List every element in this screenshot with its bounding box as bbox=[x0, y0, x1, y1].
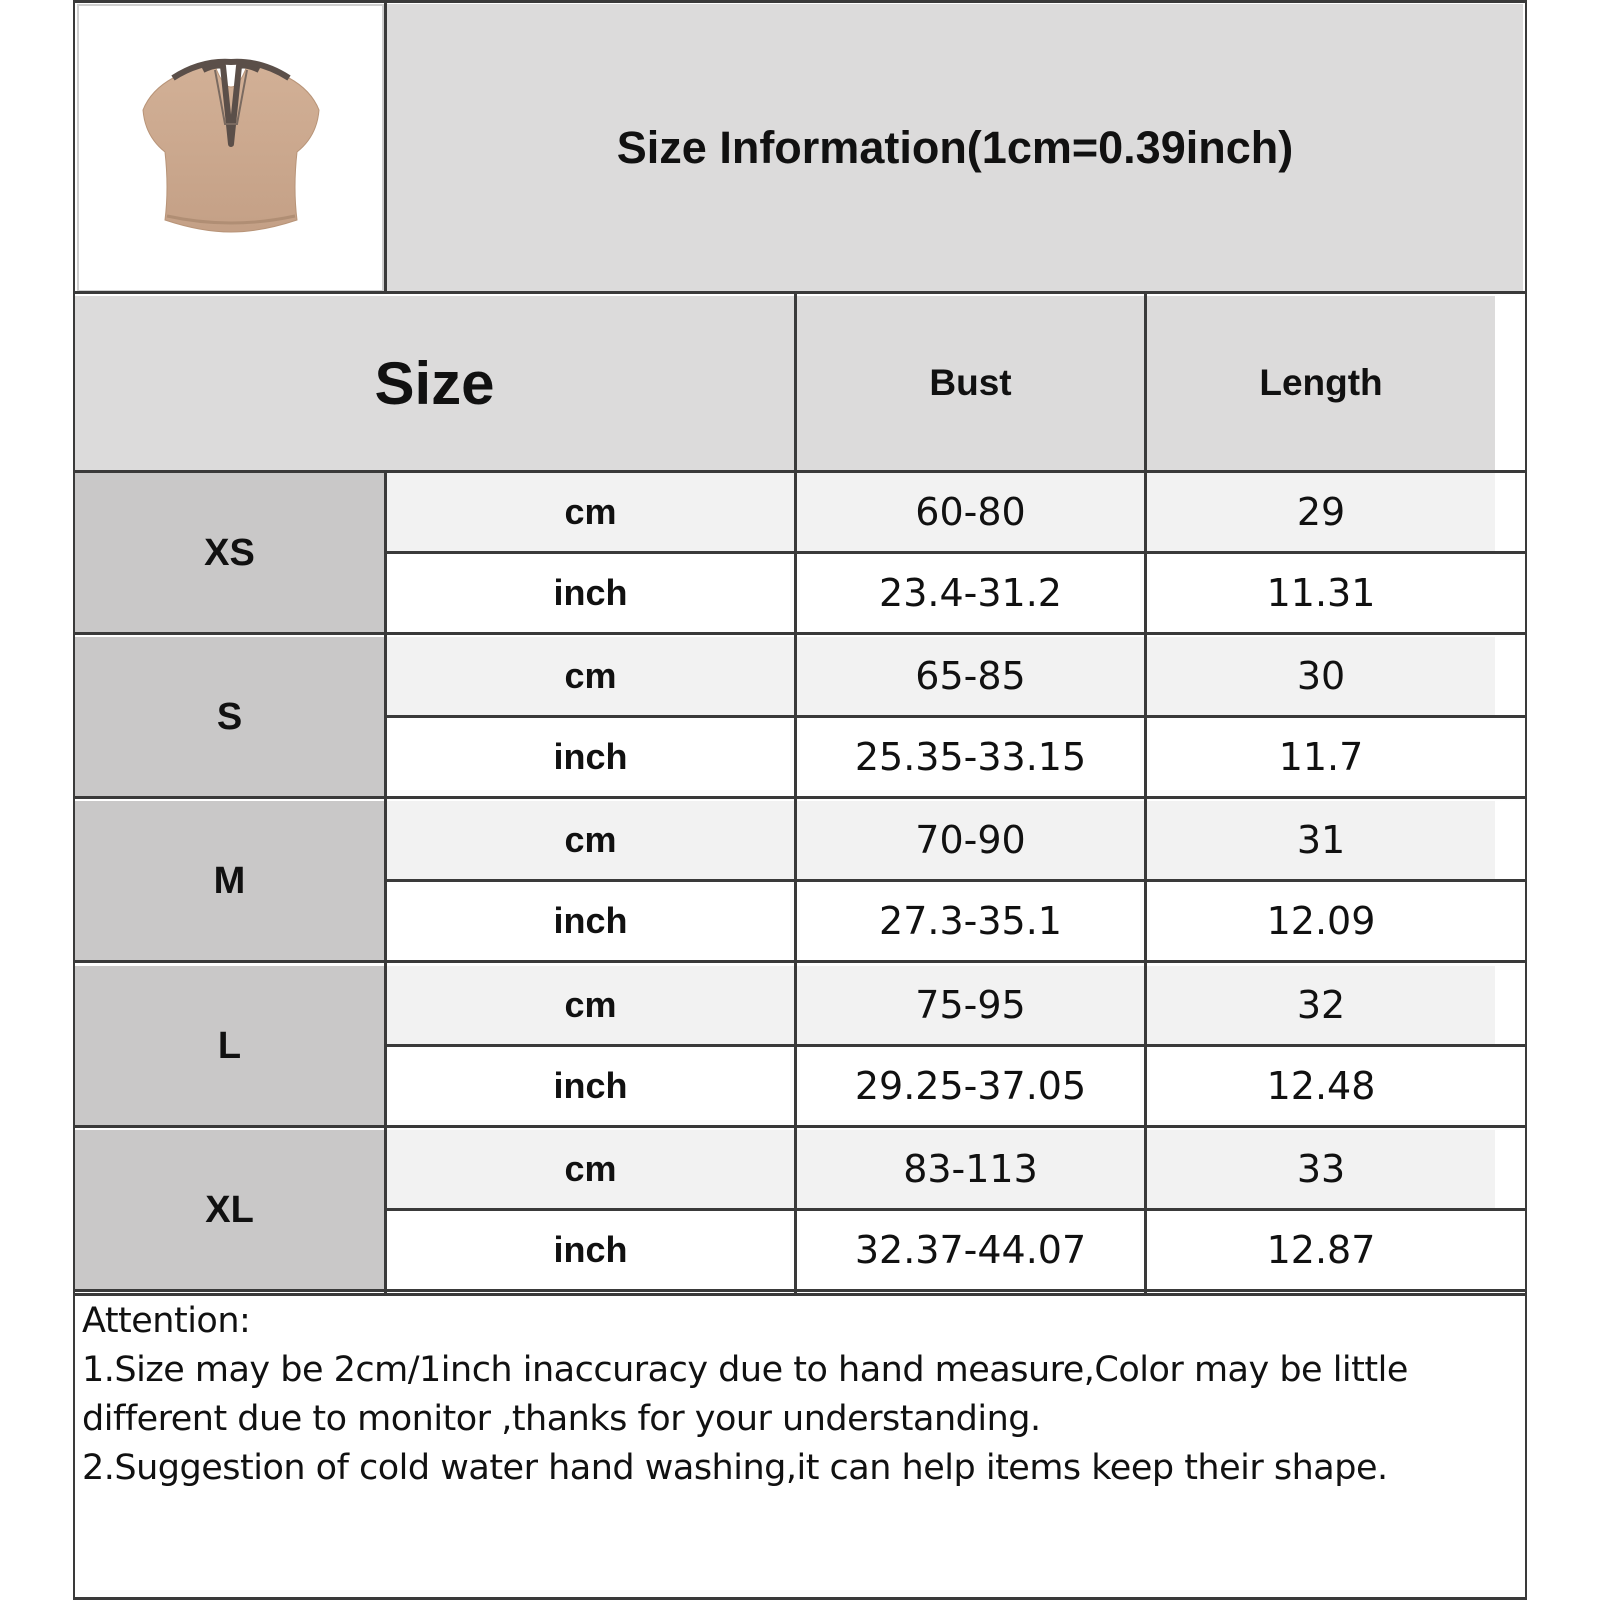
table-cell bbox=[797, 637, 1144, 715]
bust-value: 75-95 bbox=[915, 982, 1026, 1027]
length-value: 12.48 bbox=[1266, 1063, 1376, 1108]
table-cell bbox=[387, 1211, 794, 1289]
column-header-length bbox=[1147, 296, 1495, 470]
divider bbox=[73, 1125, 1527, 1128]
length-value: 32 bbox=[1296, 982, 1346, 1027]
divider bbox=[73, 1289, 1527, 1292]
size-label: S bbox=[216, 696, 243, 739]
length-value: 33 bbox=[1296, 1146, 1346, 1191]
table-cell bbox=[387, 1130, 794, 1208]
table-cell bbox=[387, 718, 794, 796]
bust-value: 27.3-35.1 bbox=[879, 899, 1062, 944]
bust-value: 25.35-33.15 bbox=[854, 735, 1087, 780]
unit-cell: inch bbox=[553, 1064, 628, 1106]
divider bbox=[1144, 292, 1147, 1294]
table-cell bbox=[387, 554, 794, 632]
size-cell-xs bbox=[75, 473, 384, 634]
divider bbox=[794, 292, 797, 1294]
size-label: XS bbox=[204, 532, 255, 575]
table-cell bbox=[797, 1047, 1144, 1125]
divider bbox=[384, 470, 387, 1294]
table-cell bbox=[797, 718, 1144, 796]
table-cell bbox=[797, 966, 1144, 1044]
table-cell bbox=[387, 966, 794, 1044]
table-cell bbox=[797, 473, 1144, 551]
table-cell bbox=[1147, 473, 1495, 551]
length-value: 29 bbox=[1296, 490, 1346, 534]
bust-value: 60-80 bbox=[915, 490, 1026, 534]
length-value: 31 bbox=[1296, 818, 1346, 863]
table-cell bbox=[387, 882, 794, 960]
table-cell bbox=[797, 1130, 1144, 1208]
divider bbox=[384, 0, 387, 292]
size-label: L bbox=[217, 1024, 242, 1067]
length-value: 12.87 bbox=[1266, 1227, 1376, 1272]
length-value: 11.7 bbox=[1278, 735, 1364, 780]
length-value: 30 bbox=[1296, 654, 1346, 699]
length-value: 11.31 bbox=[1266, 571, 1376, 615]
table-cell bbox=[387, 801, 794, 879]
divider bbox=[73, 796, 1527, 799]
table-cell bbox=[797, 554, 1144, 632]
note-line: 1.Size may be 2cm/1inch inaccuracy due to hand measure,Color may be little bbox=[82, 1350, 1408, 1390]
bust-value: 32.37-44.07 bbox=[854, 1227, 1087, 1272]
unit-cell: inch bbox=[553, 1228, 628, 1270]
unit-cell: inch bbox=[553, 736, 628, 778]
chart-title bbox=[387, 4, 1523, 292]
table-cell bbox=[387, 1047, 794, 1125]
table-cell bbox=[1147, 554, 1495, 632]
table-cell bbox=[1147, 1130, 1495, 1208]
note-line: 2.Suggestion of cold water hand washing,it can help items keep their shape. bbox=[82, 1448, 1388, 1488]
unit-cell: inch bbox=[553, 900, 628, 942]
column-header-bust bbox=[797, 296, 1144, 470]
unit-cell: cm bbox=[564, 819, 617, 861]
unit-cell: cm bbox=[564, 1147, 617, 1189]
bust-value: 29.25-37.05 bbox=[854, 1063, 1087, 1108]
chart-title-text: Size Information(1cm=0.39inch) bbox=[616, 122, 1294, 173]
table-cell bbox=[387, 473, 794, 551]
column-header-length-text: Length bbox=[1259, 362, 1383, 403]
table-cell bbox=[1147, 882, 1495, 960]
bust-value: 23.4-31.2 bbox=[879, 571, 1062, 615]
bust-value: 83-113 bbox=[903, 1146, 1038, 1191]
size-cell-l bbox=[75, 966, 384, 1127]
divider bbox=[73, 632, 1527, 635]
notes-heading: Attention: bbox=[82, 1301, 251, 1341]
unit-cell: cm bbox=[564, 491, 617, 532]
table-cell bbox=[797, 1211, 1144, 1289]
divider bbox=[73, 960, 1527, 963]
size-label: M bbox=[213, 860, 246, 903]
table-cell bbox=[1147, 966, 1495, 1044]
size-label: XL bbox=[205, 1188, 254, 1231]
size-cell-xl bbox=[75, 1130, 384, 1291]
table-cell bbox=[1147, 637, 1495, 715]
divider bbox=[73, 0, 1527, 3]
attention-notes bbox=[82, 1297, 1502, 1493]
product-image-cell bbox=[77, 4, 384, 292]
divider bbox=[73, 470, 1527, 473]
unit-cell: cm bbox=[564, 655, 617, 697]
table-cell bbox=[387, 637, 794, 715]
column-header-bust-text: Bust bbox=[929, 362, 1012, 403]
unit-cell: inch bbox=[553, 572, 628, 613]
size-cell-m bbox=[75, 801, 384, 962]
size-cell-s bbox=[75, 637, 384, 798]
bust-value: 70-90 bbox=[915, 818, 1026, 863]
unit-cell: cm bbox=[564, 983, 617, 1025]
divider bbox=[73, 291, 1527, 294]
table-cell bbox=[797, 882, 1144, 960]
table-cell bbox=[797, 801, 1144, 879]
size-header-text: Size bbox=[374, 349, 495, 417]
size-header bbox=[75, 296, 794, 470]
length-value: 12.09 bbox=[1266, 899, 1376, 944]
bust-value: 65-85 bbox=[915, 654, 1026, 699]
note-line: different due to monitor ,thanks for your understanding. bbox=[82, 1399, 1041, 1439]
table-cell bbox=[1147, 801, 1495, 879]
table-cell bbox=[1147, 718, 1495, 796]
crop-top-image bbox=[111, 48, 351, 248]
table-cell bbox=[1147, 1211, 1495, 1289]
table-cell bbox=[1147, 1047, 1495, 1125]
divider bbox=[73, 1293, 1527, 1296]
